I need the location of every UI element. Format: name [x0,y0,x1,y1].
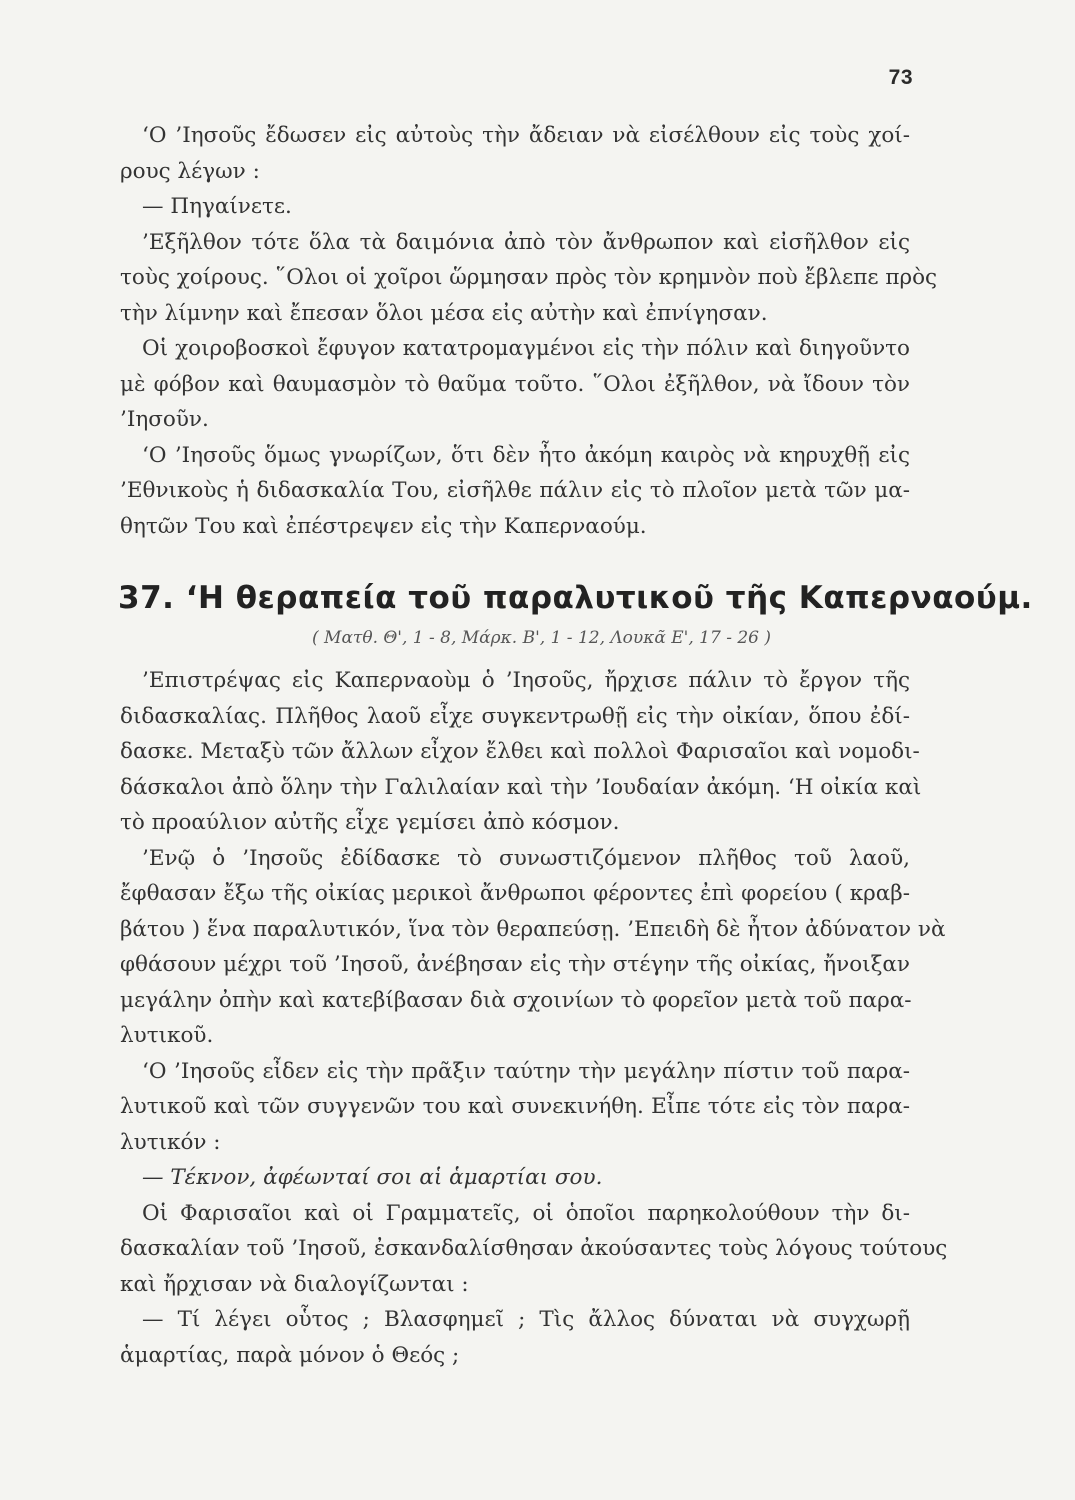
text-line: δασκαλίαν τοῦ ’Ιησοῦ, ἐσκανδαλίσθησαν ἀκούσαντες τοὺς λόγους τούτους [120,1236,948,1261]
text-line: Οἱ χοιροβοσκοὶ ἔφυγον κατατρομαγμένοι εἰς τὴν πόλιν καὶ διηγοῦντο [142,336,910,361]
section-title: 37. ‘Η θεραπεία τοῦ παραλυτικοῦ τῆς Καπερναούμ. [118,580,1033,616]
text-line: ’Ιησοῦν. [120,407,209,432]
text-line: φθάσουν μέχρι τοῦ ’Ιησοῦ, ἀνέβησαν εἰς τὴν στέγην τῆς οἰκίας, ἤνοιξαν [120,952,910,977]
text-line: ’Εξῆλθον τότε ὅλα τὰ δαιμόνια ἀπὸ τὸν ἄνθρωπον καὶ εἰσῆλθον εἰς [142,229,910,255]
text-line: τὸ προαύλιον αὐτῆς εἶχε γεμίσει ἀπὸ κόσμον. [120,810,620,835]
text-line: ‘Ο ’Ιησοῦς ἔδωσεν εἰς αὐτοὺς τὴν ἄδειαν νὰ εἰσέλθουν εἰς τοὺς χοί- [142,123,910,148]
text-line: λυτικόν : [120,1129,221,1155]
text-line: ’Ενῷ ὁ ’Ιησοῦς ἐδίδασκε τὸ συνωστιζόμενον πλῆθος τοῦ λαοῦ, [142,845,910,871]
page-number: 73 [888,66,913,89]
section-references: ( Ματθ. Θ', 1 - 8, Μάρκ. Β', 1 - 12, Λουκᾶ Ε', 17 - 26 ) [312,628,772,648]
text-line: τοὺς χοίρους. ῞Ολοι οἱ χοῖροι ὥρμησαν πρὸς τὸν κρημνὸν ποὺ ἔβλεπε πρὸς [120,265,938,290]
text-block-top [120,118,938,544]
text-line: θητῶν Του καὶ ἐπέστρεψεν εἰς τὴν Καπερναούμ. [120,513,647,539]
text-line: ‘Ο ’Ιησοῦς εἶδεν εἰς τὴν πρᾶξιν ταύτην τὴν μεγάλην πίστιν τοῦ παρα- [142,1058,910,1084]
text-line: λυτικοῦ καὶ τῶν συγγενῶν του καὶ συνεκινήθη. Εἶπε τότε εἰς τὸν παρα- [120,1094,910,1119]
text-line: — Τέκνον, ἀφέωνταί σοι αἱ ἁμαρτίαι σου. [142,1165,603,1190]
text-line: καὶ ἤρχισαν νὰ διαλογίζωνται : [120,1271,469,1297]
text-block-bottom [120,663,948,1373]
text-line: ‘Ο ’Ιησοῦς ὅμως γνωρίζων, ὅτι δὲν ἦτο ἀκόμη καιρὸς νὰ κηρυχθῇ εἰς [142,442,910,468]
text-line: ἁμαρτίας, παρὰ μόνον ὁ Θεός ; [120,1342,460,1368]
text-line: ρους λέγων : [120,158,260,184]
text-line: — Τί λέγει οὗτος ; Βλασφημεῖ ; Τὶς ἄλλος δύναται νὰ συγχωρῇ [142,1307,910,1332]
text-line: δάσκαλοι ἀπὸ ὅλην τὴν Γαλιλαίαν καὶ τὴν ’Ιουδαίαν ἀκόμη. ‘Η οἰκία καὶ [120,774,922,800]
text-line: τὴν λίμνην καὶ ἔπεσαν ὅλοι μέσα εἰς αὐτὴν καὶ ἐπνίγησαν. [120,300,768,326]
text-line: λυτικοῦ. [120,1023,214,1048]
text-line: — Πηγαίνετε. [142,194,292,219]
text-line: διδασκαλίας. Πλῆθος λαοῦ εἶχε συγκεντρωθῇ εἰς τὴν οἰκίαν, ὅπου ἐδί- [120,703,910,729]
text-line: δασκε. Μεταξὺ τῶν ἄλλων εἶχον ἔλθει καὶ πολλοὶ Φαρισαῖοι καὶ νομοδι- [120,739,920,764]
text-line: ’Επιστρέψας εἰς Καπερναοὺμ ὁ ’Ιησοῦς, ἤρχισε πάλιν τὸ ἔργον τῆς [142,668,910,693]
text-line: μὲ φόβον καὶ θαυμασμὸν τὸ θαῦμα τοῦτο. ῞Ολοι ἐξῆλθον, νὰ ἴδουν τὸν [120,371,910,397]
text-line: ’Εθνικοὺς ἡ διδασκαλία Του, εἰσῆλθε πάλιν εἰς τὸ πλοῖον μετὰ τῶν μα- [120,478,910,503]
text-line: Οἱ Φαρισαῖοι καὶ οἱ Γραμματεῖς, οἱ ὁποῖοι παρηκολούθουν τὴν δι- [142,1200,910,1226]
text-line: μεγάλην ὀπὴν καὶ κατεβίβασαν διὰ σχοινίων τὸ φορεῖον μετὰ τοῦ παρα- [120,987,912,1013]
text-line: ἔφθασαν ἔξω τῆς οἰκίας μερικοὶ ἄνθρωποι φέροντες ἐπὶ φορείου ( κραβ- [120,881,910,906]
text-line: βάτου ) ἕνα παραλυτικόν, ἵνα τὸν θεραπεύσῃ. ’Επειδὴ δὲ ἦτον ἀδύνατον νὰ [120,916,946,942]
